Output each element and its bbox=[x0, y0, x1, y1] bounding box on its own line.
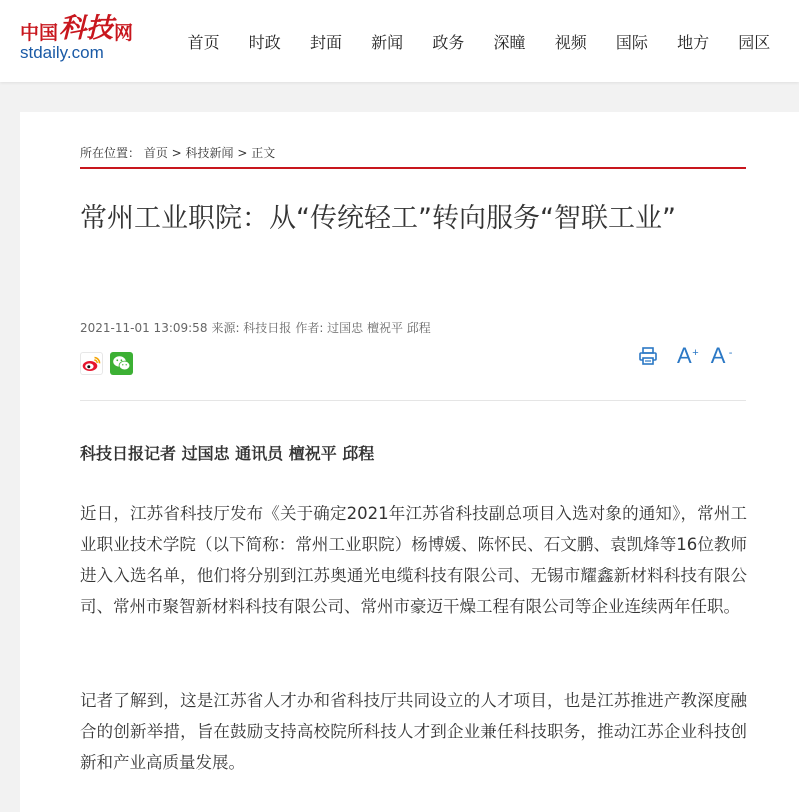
wechat-icon[interactable] bbox=[110, 352, 133, 375]
article-card bbox=[20, 112, 799, 812]
article-paragraph: 记者了解到，这是江苏省人才办和省科技厅共同设立的人才项目，也是江苏推进产教深度融合的创新举措，旨在鼓励支持高校院所科技人才到企业兼任科技职务，推动江苏企业科技创新和产业高质量发展。 bbox=[80, 691, 747, 772]
nav-item-politics[interactable]: 时政 bbox=[248, 32, 281, 52]
nav-item-park[interactable]: 园区 bbox=[738, 32, 771, 52]
breadcrumb-home[interactable]: 首页 bbox=[143, 146, 168, 160]
nav-item-cover[interactable]: 封面 bbox=[309, 32, 342, 52]
article-author: 作者: 过国忠 檀祝平 邱程 bbox=[295, 321, 431, 335]
breadcrumb-section[interactable]: 科技新闻 bbox=[185, 146, 234, 160]
publish-datetime: 2021-11-01 13:09:58 bbox=[80, 321, 208, 335]
nav-item-home[interactable]: 首页 bbox=[187, 32, 220, 52]
main-nav bbox=[173, 0, 785, 82]
breadcrumb bbox=[80, 144, 275, 161]
nav-item-government[interactable]: 政务 bbox=[432, 32, 465, 52]
title-divider bbox=[80, 167, 746, 169]
weibo-icon[interactable] bbox=[80, 352, 103, 375]
article-meta bbox=[80, 319, 435, 336]
breadcrumb-current: 正文 bbox=[251, 146, 276, 160]
site-header bbox=[0, 0, 799, 82]
article-tools bbox=[638, 344, 744, 368]
breadcrumb-separator: > bbox=[167, 146, 186, 160]
nav-item-local[interactable]: 地方 bbox=[677, 32, 710, 52]
printer-icon[interactable] bbox=[638, 346, 658, 366]
logo-chinese: 中国 科技 网 bbox=[20, 13, 134, 44]
nav-item-news[interactable]: 新闻 bbox=[371, 32, 404, 52]
nav-item-deep-view[interactable]: 深瞳 bbox=[493, 32, 526, 52]
font-decrease-button[interactable]: A - bbox=[710, 343, 733, 368]
nav-item-video[interactable]: 视频 bbox=[554, 32, 587, 52]
logo-domain: stdaily.com bbox=[20, 43, 104, 62]
breadcrumb-prefix: 所在位置： bbox=[80, 146, 141, 160]
nav-item-international[interactable]: 国际 bbox=[615, 32, 648, 52]
font-increase-button[interactable]: A + bbox=[677, 343, 699, 368]
breadcrumb-separator: > bbox=[233, 146, 252, 160]
meta-divider bbox=[80, 400, 746, 401]
article-source: 来源: 科技日报 bbox=[211, 321, 292, 335]
article-title: 常州工业职院：从“传统轻工”转向服务“智联工业” bbox=[80, 203, 676, 234]
article-paragraph: 近日，江苏省科技厅发布《关于确定2021年江苏省科技副总项目入选对象的通知》，常州工业职业技术学院（以下简称：常州工业职院）杨博媛、陈怀民、石文鹏、袁凯烽等16位教师进入入选名单，他们将分别到江苏奥通光电缆科技有限公司、无锡市耀鑫新材料科技有限公司、常州市聚智新材料科技有限公司、常州市豪迈干燥工程有限公司等企业连续两年任职。 bbox=[80, 504, 747, 616]
article-byline: 科技日报记者 过国忠 通讯员 檀祝平 邱程 bbox=[80, 444, 375, 463]
share-bar bbox=[80, 352, 133, 375]
site-logo[interactable] bbox=[20, 13, 140, 69]
